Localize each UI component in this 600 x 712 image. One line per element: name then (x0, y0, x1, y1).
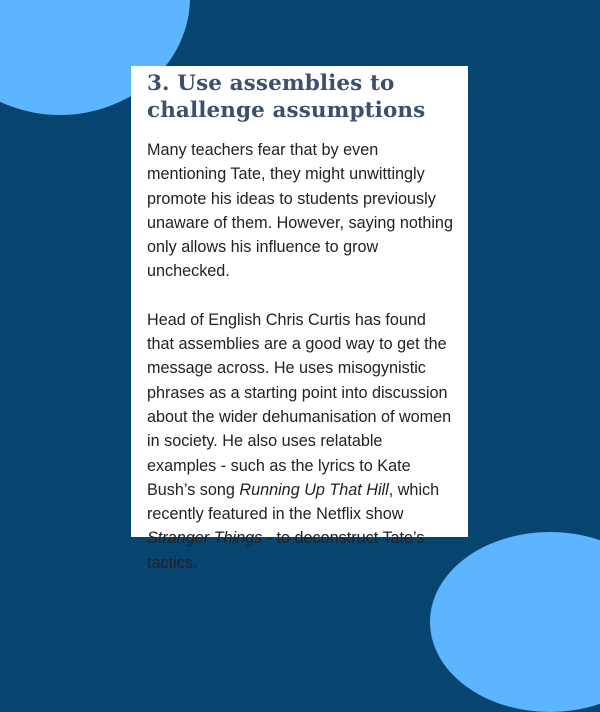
paragraph-2 (147, 308, 454, 575)
show-title: Stranger Things (147, 529, 263, 548)
paragraph-2-text-1: Head of English Chris Curtis has found that assemblies are a good way to get the message across. He uses misogynistic phrases as a starting point into discussion about the wider dehumanisation of women in society. He also uses relatable examples - such as the lyrics to Kate Bush’s song (147, 310, 452, 499)
section-heading: 3. Use assemblies to challenge assumptions (147, 71, 426, 123)
article-card (131, 66, 468, 572)
paragraph-2-text-2: , which recently featured in the Netflix show (147, 480, 440, 524)
paragraph-2-text-3: - to deconstruct Tate’s tactics. (147, 529, 425, 572)
decorative-circle-bottom-right (430, 532, 600, 712)
song-title: Running Up That Hill (239, 480, 389, 499)
paragraph-1: Many teachers fear that by even mentioning Tate, they might unwittingly promote his ideas to students previously unaware of them. However, saying nothing only allows his influence to grow unchecked. (147, 141, 453, 281)
